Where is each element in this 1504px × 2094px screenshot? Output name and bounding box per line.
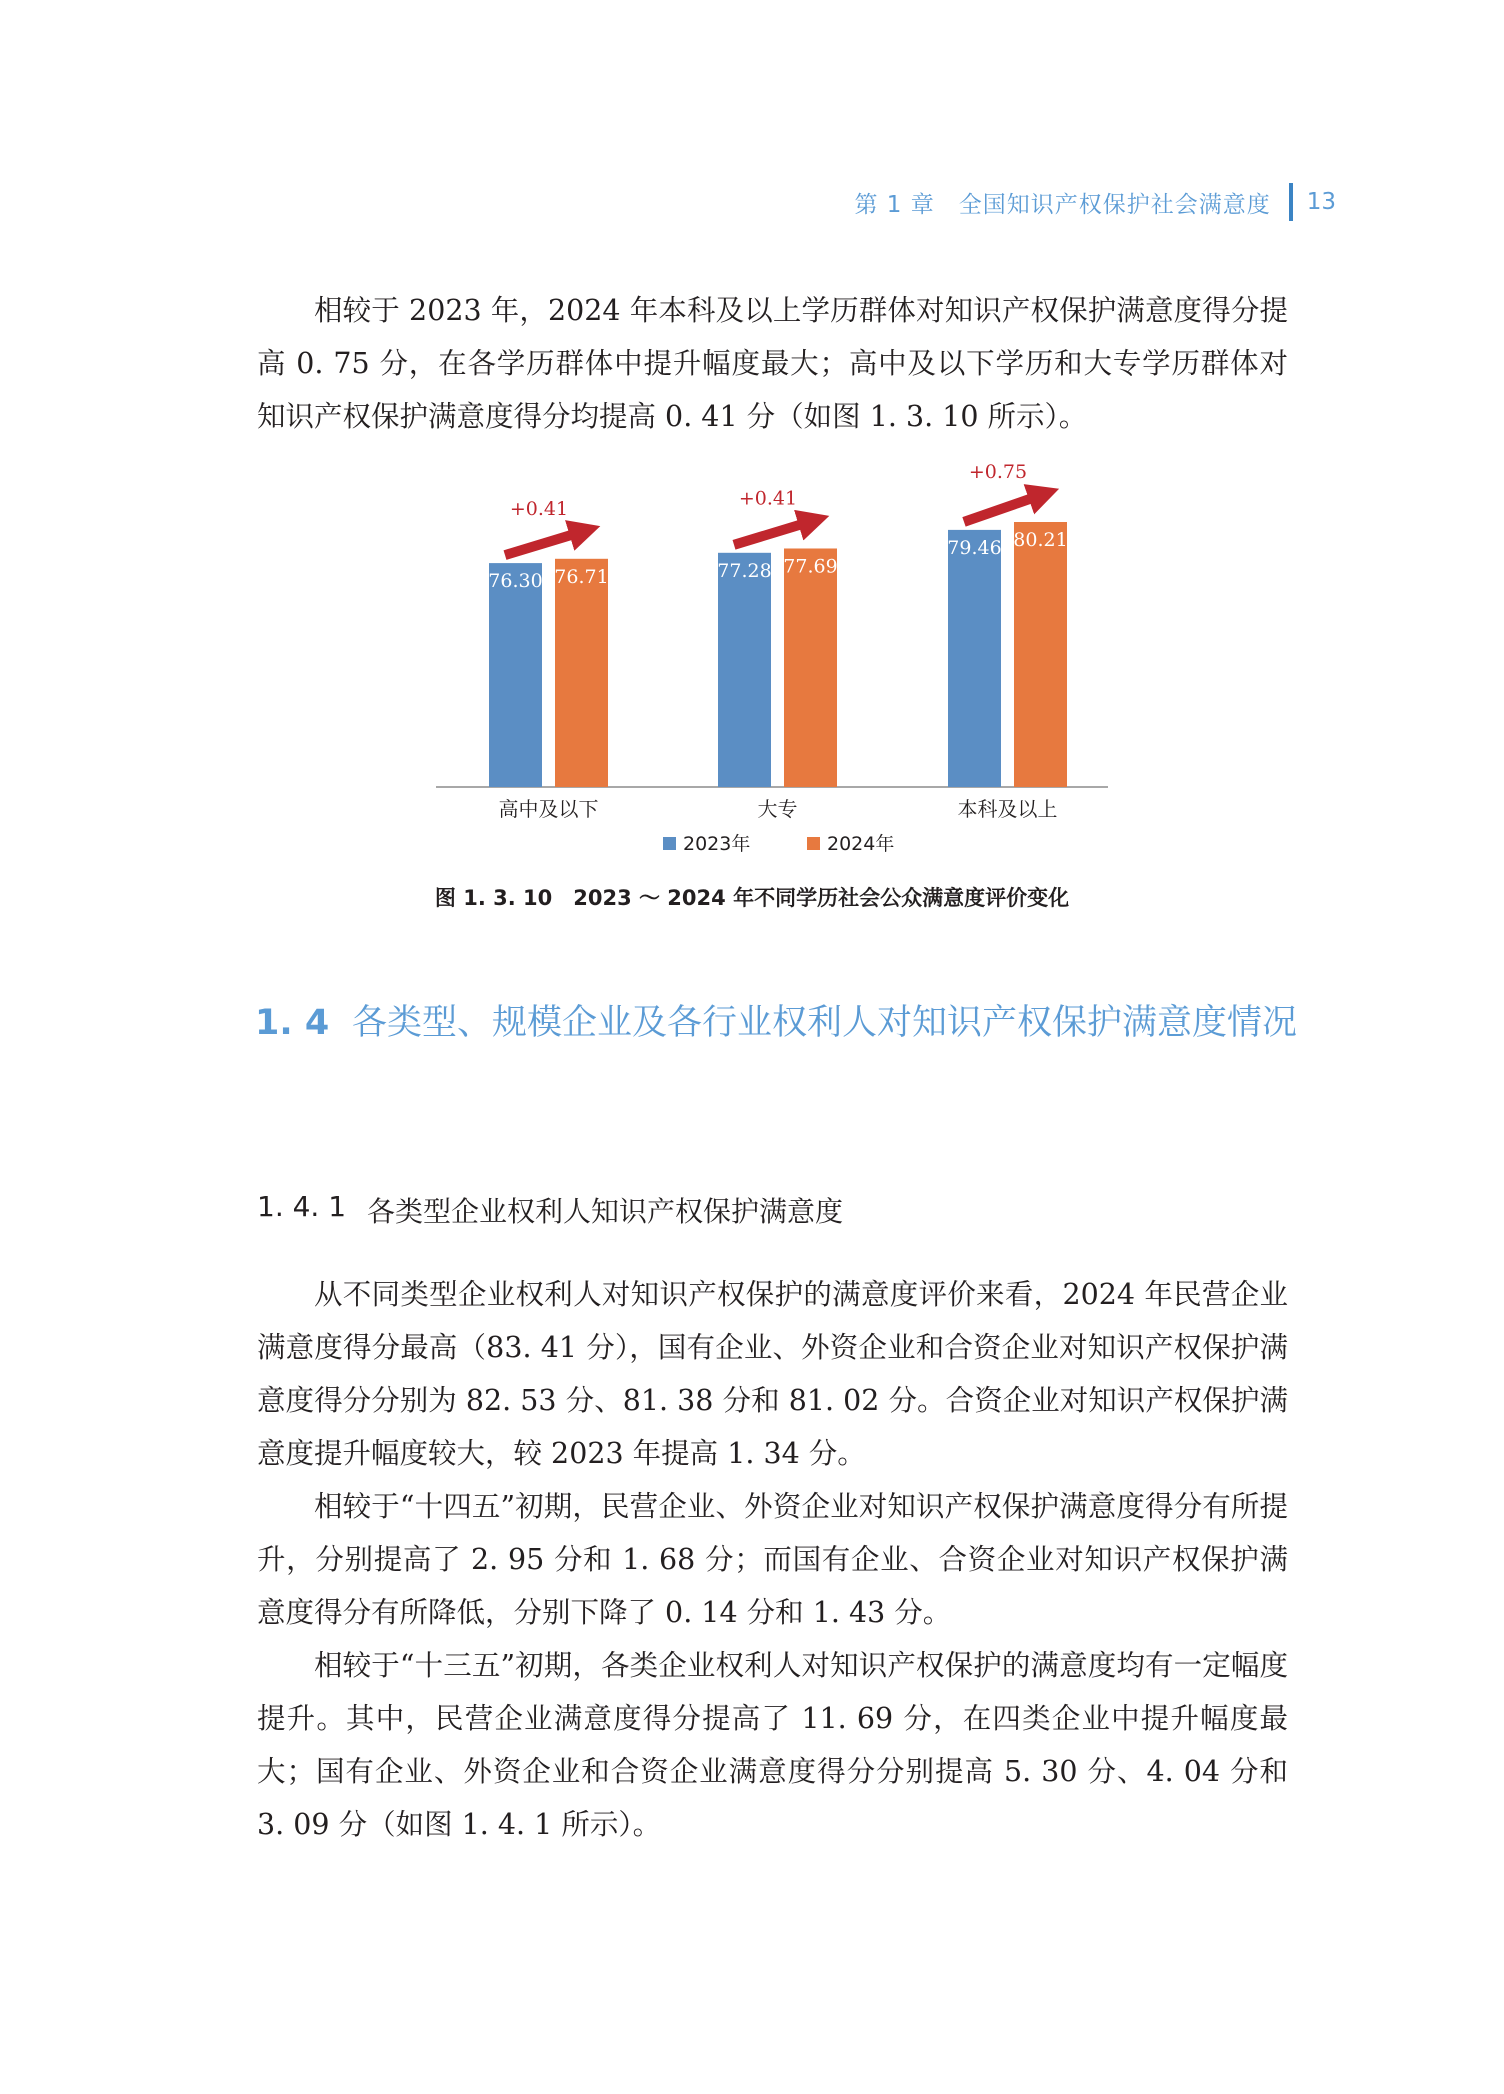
bar-value-label: 77.69 xyxy=(783,555,838,578)
bar-value-label: 76.30 xyxy=(488,570,543,593)
subsection-number: 1. 4. 1 xyxy=(257,1190,347,1223)
bar-2023-2 xyxy=(948,530,1001,787)
paragraph-education-comparison: 相较于 2023 年，2024 年本科及以上学历群体对知识产权保护满意度得分提高 0. 75 分，在各学历群体中提升幅度最大；高中及以下学历和大专学历群体对知识产权保护满意度得分均提高 0. 41 分（如图 1. 3. 10 所示）。 xyxy=(257,294,1288,433)
section-title: 各类型、规模企业及各行业权利人对知识产权保护满意度情况 xyxy=(352,1003,1298,1043)
figure-caption: 图 1. 3. 10 2023 ～ 2024 年不同学历社会公众满意度评价变化 xyxy=(434,886,1070,910)
category-label: 大专 xyxy=(757,797,798,821)
bar-value-label: 77.28 xyxy=(717,559,772,582)
section-heading xyxy=(255,993,1305,1053)
section-number: 1. 4 xyxy=(255,1003,330,1043)
header-divider xyxy=(1289,183,1293,221)
change-annotation: +0.41 xyxy=(509,497,569,520)
paragraph-13th-five-year: 相较于“十三五”初期，各类企业权利人对知识产权保护的满意度均有一定幅度提升。其中，民营企业满意度得分提高了 11. 69 分，在四类企业中提升幅度最大；国有企业、外资企业和合资企业满意度得分分别提高 5. 30 分、4. 04 分和 3. 09 分（如图 1. 4. 1 所示）。 xyxy=(257,1649,1288,1841)
legend-label: 2023年 xyxy=(683,833,751,855)
bar-value-label: 79.46 xyxy=(947,536,1002,559)
subsection-heading xyxy=(257,1190,843,1230)
bar-2023-1 xyxy=(718,553,771,787)
page-number: 13 xyxy=(1306,189,1336,215)
subsection-title: 各类型企业权利人知识产权保护满意度 xyxy=(367,1195,844,1228)
category-label: 高中及以下 xyxy=(498,797,599,821)
bar-2023-0 xyxy=(489,563,542,787)
legend-label: 2024年 xyxy=(827,833,895,855)
chapter-title: 第 1 章 全国知识产权保护社会满意度 xyxy=(854,191,1271,218)
paragraph-14th-five-year: 相较于“十四五”初期，民营企业、外资企业对知识产权保护满意度得分有所提升，分别提高了 2. 95 分和 1. 68 分；而国有企业、合资企业对知识产权保护满意度得分有所降低，分别下降了 0. 14 分和 1. 43 分。 xyxy=(257,1490,1288,1629)
bar-2024-2 xyxy=(1014,522,1067,787)
bar-2024-1 xyxy=(784,548,837,787)
bar-2024-0 xyxy=(555,559,608,787)
legend-swatch-2024 xyxy=(807,837,820,850)
change-annotation: +0.75 xyxy=(968,462,1028,483)
paragraph-enterprise-types: 从不同类型企业权利人对知识产权保护的满意度评价来看，2024 年民营企业满意度得分最高（83. 41 分），国有企业、外资企业和合资企业对知识产权保护满意度得分分别为 82. 53 分、81. 38 分和 81. 02 分。合资企业对知识产权保护满意度提升幅度较大，较 2023 年提高 1. 34 分。 xyxy=(257,1278,1288,1470)
increase-arrow xyxy=(505,531,585,555)
legend-swatch-2023 xyxy=(663,837,676,850)
category-label: 本科及以上 xyxy=(957,797,1058,821)
increase-arrow xyxy=(964,494,1044,522)
bar-value-label: 80.21 xyxy=(1013,529,1068,551)
change-annotation: +0.41 xyxy=(738,487,798,510)
education-satisfaction-chart xyxy=(420,462,1120,862)
increase-arrow xyxy=(734,520,814,544)
bar-value-label: 76.71 xyxy=(554,565,609,588)
running-header xyxy=(854,182,1336,222)
